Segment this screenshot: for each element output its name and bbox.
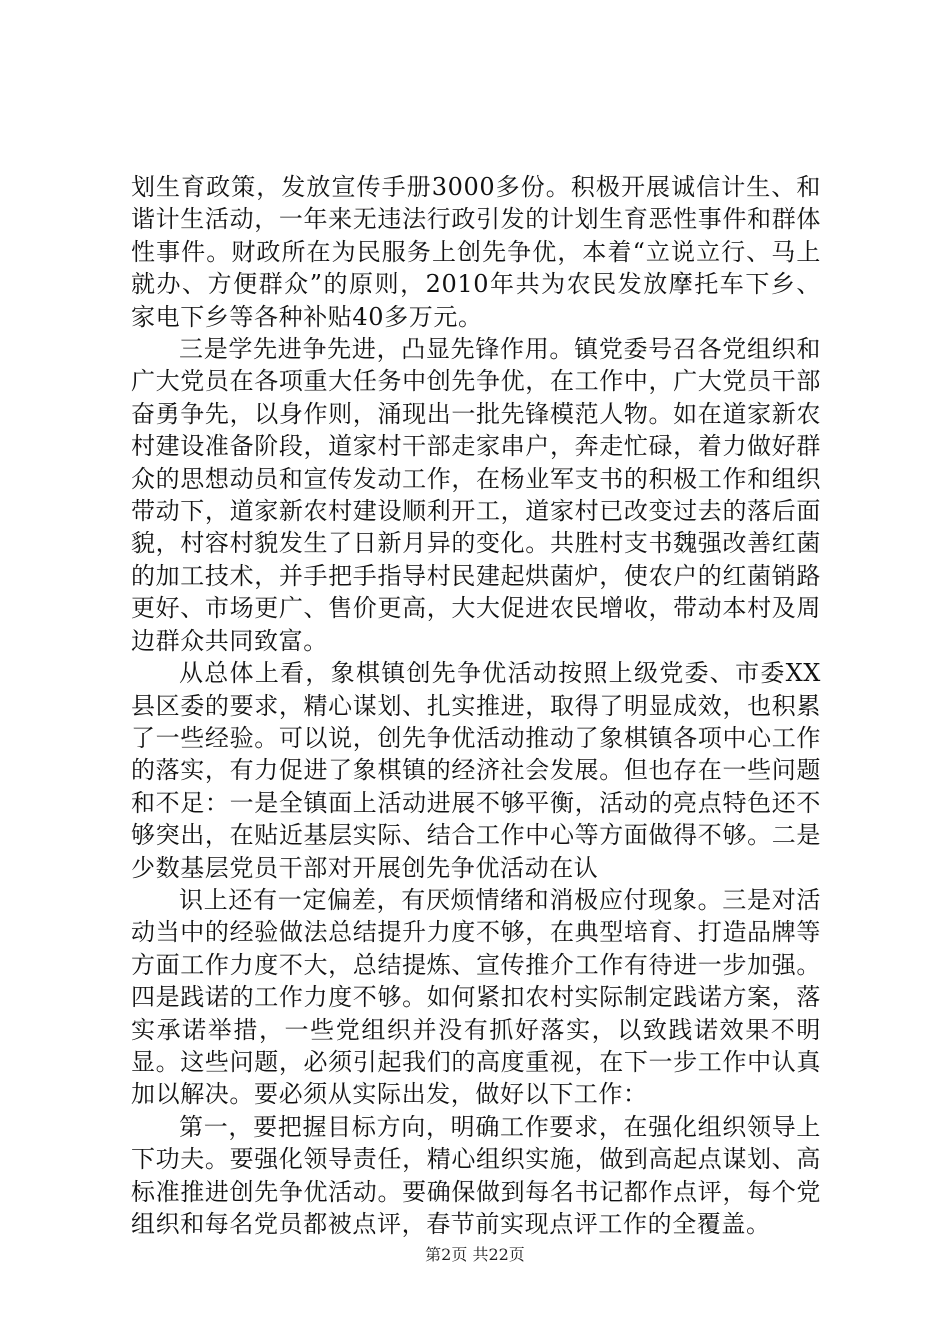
paragraph-2: 三是学先进争先进，凸显先锋作用。镇党委号召各党组织和广大党员在各项重大任务中创先争优，在工作中，广大党员干部奋勇争先，以身作则，涌现出一批先锋模范人物。如在道家新农村建设准备阶段，道家村干部走家串户，奔走忙碌，着力做好群众的思想动员和宣传发动工作，在杨业军支书的积极工作和组织带动下，道家新农村建设顺利开工，道家村已改变过去的落后面貌，村容村貌发生了日新月异的变化。共胜村支书魏强改善红菌的加工技术，并手把手指导村民建起烘菌炉，使农户的红菌销路更好、市场更广、售价更高，大大促进农民增收，带动本村及周边群众共同致富。 <box>131 335 821 655</box>
paragraph-3: 从总体上看，象棋镇创先争优活动按照上级党委、市委XX县区委的要求，精心谋划、扎实推进，取得了明显成效，也积累了一些经验。可以说，创先争优活动推动了象棋镇各项中心工作的落实，有力促进了象棋镇的经济社会发展。但也存在一些问题和不足：一是全镇面上活动进展不够平衡，活动的亮点特色还不够突出，在贴近基层实际、结合工作中心等方面做得不够。二是少数基层党员干部对开展创先争优活动在认 <box>131 659 821 882</box>
document-body <box>131 171 821 1240</box>
paragraph-5: 第一，要把握目标方向，明确工作要求，在强化组织领导上下功夫。要强化领导责任，精心组织实施，做到高起点谋划、高标准推进创先争优活动。要确保做到每名书记都作点评，每个党组织和每名党员都被点评，春节前实现点评工作的全覆盖。 <box>131 1112 821 1238</box>
page-number-footer: 第2页 共22页 <box>425 1245 525 1264</box>
paragraph-4: 识上还有一定偏差，有厌烦情绪和消极应付现象。三是对活动当中的经验做法总结提升力度不够，在典型培育、打造品牌等方面工作力度不大，总结提炼、宣传推介工作有待进一步加强。四是践诺的工作力度不够。如何紧扣农村实际制定践诺方案，落实承诺举措，一些党组织并没有抓好落实，以致践诺效果不明显。这些问题，必须引起我们的高度重视，在下一步工作中认真加以解决。要必须从实际出发，做好以下工作： <box>131 885 821 1109</box>
paragraph-1: 划生育政策，发放宣传手册3000多份。积极开展诚信计生、和谐计生活动，一年来无违法行政引发的计划生育恶性事件和群体性事件。财政所在为民服务上创先争优，本着“立说立行、马上就办、方便群众”的原则，2010年共为农民发放摩托车下乡、家电下乡等各种补贴40多万元。 <box>131 173 821 331</box>
